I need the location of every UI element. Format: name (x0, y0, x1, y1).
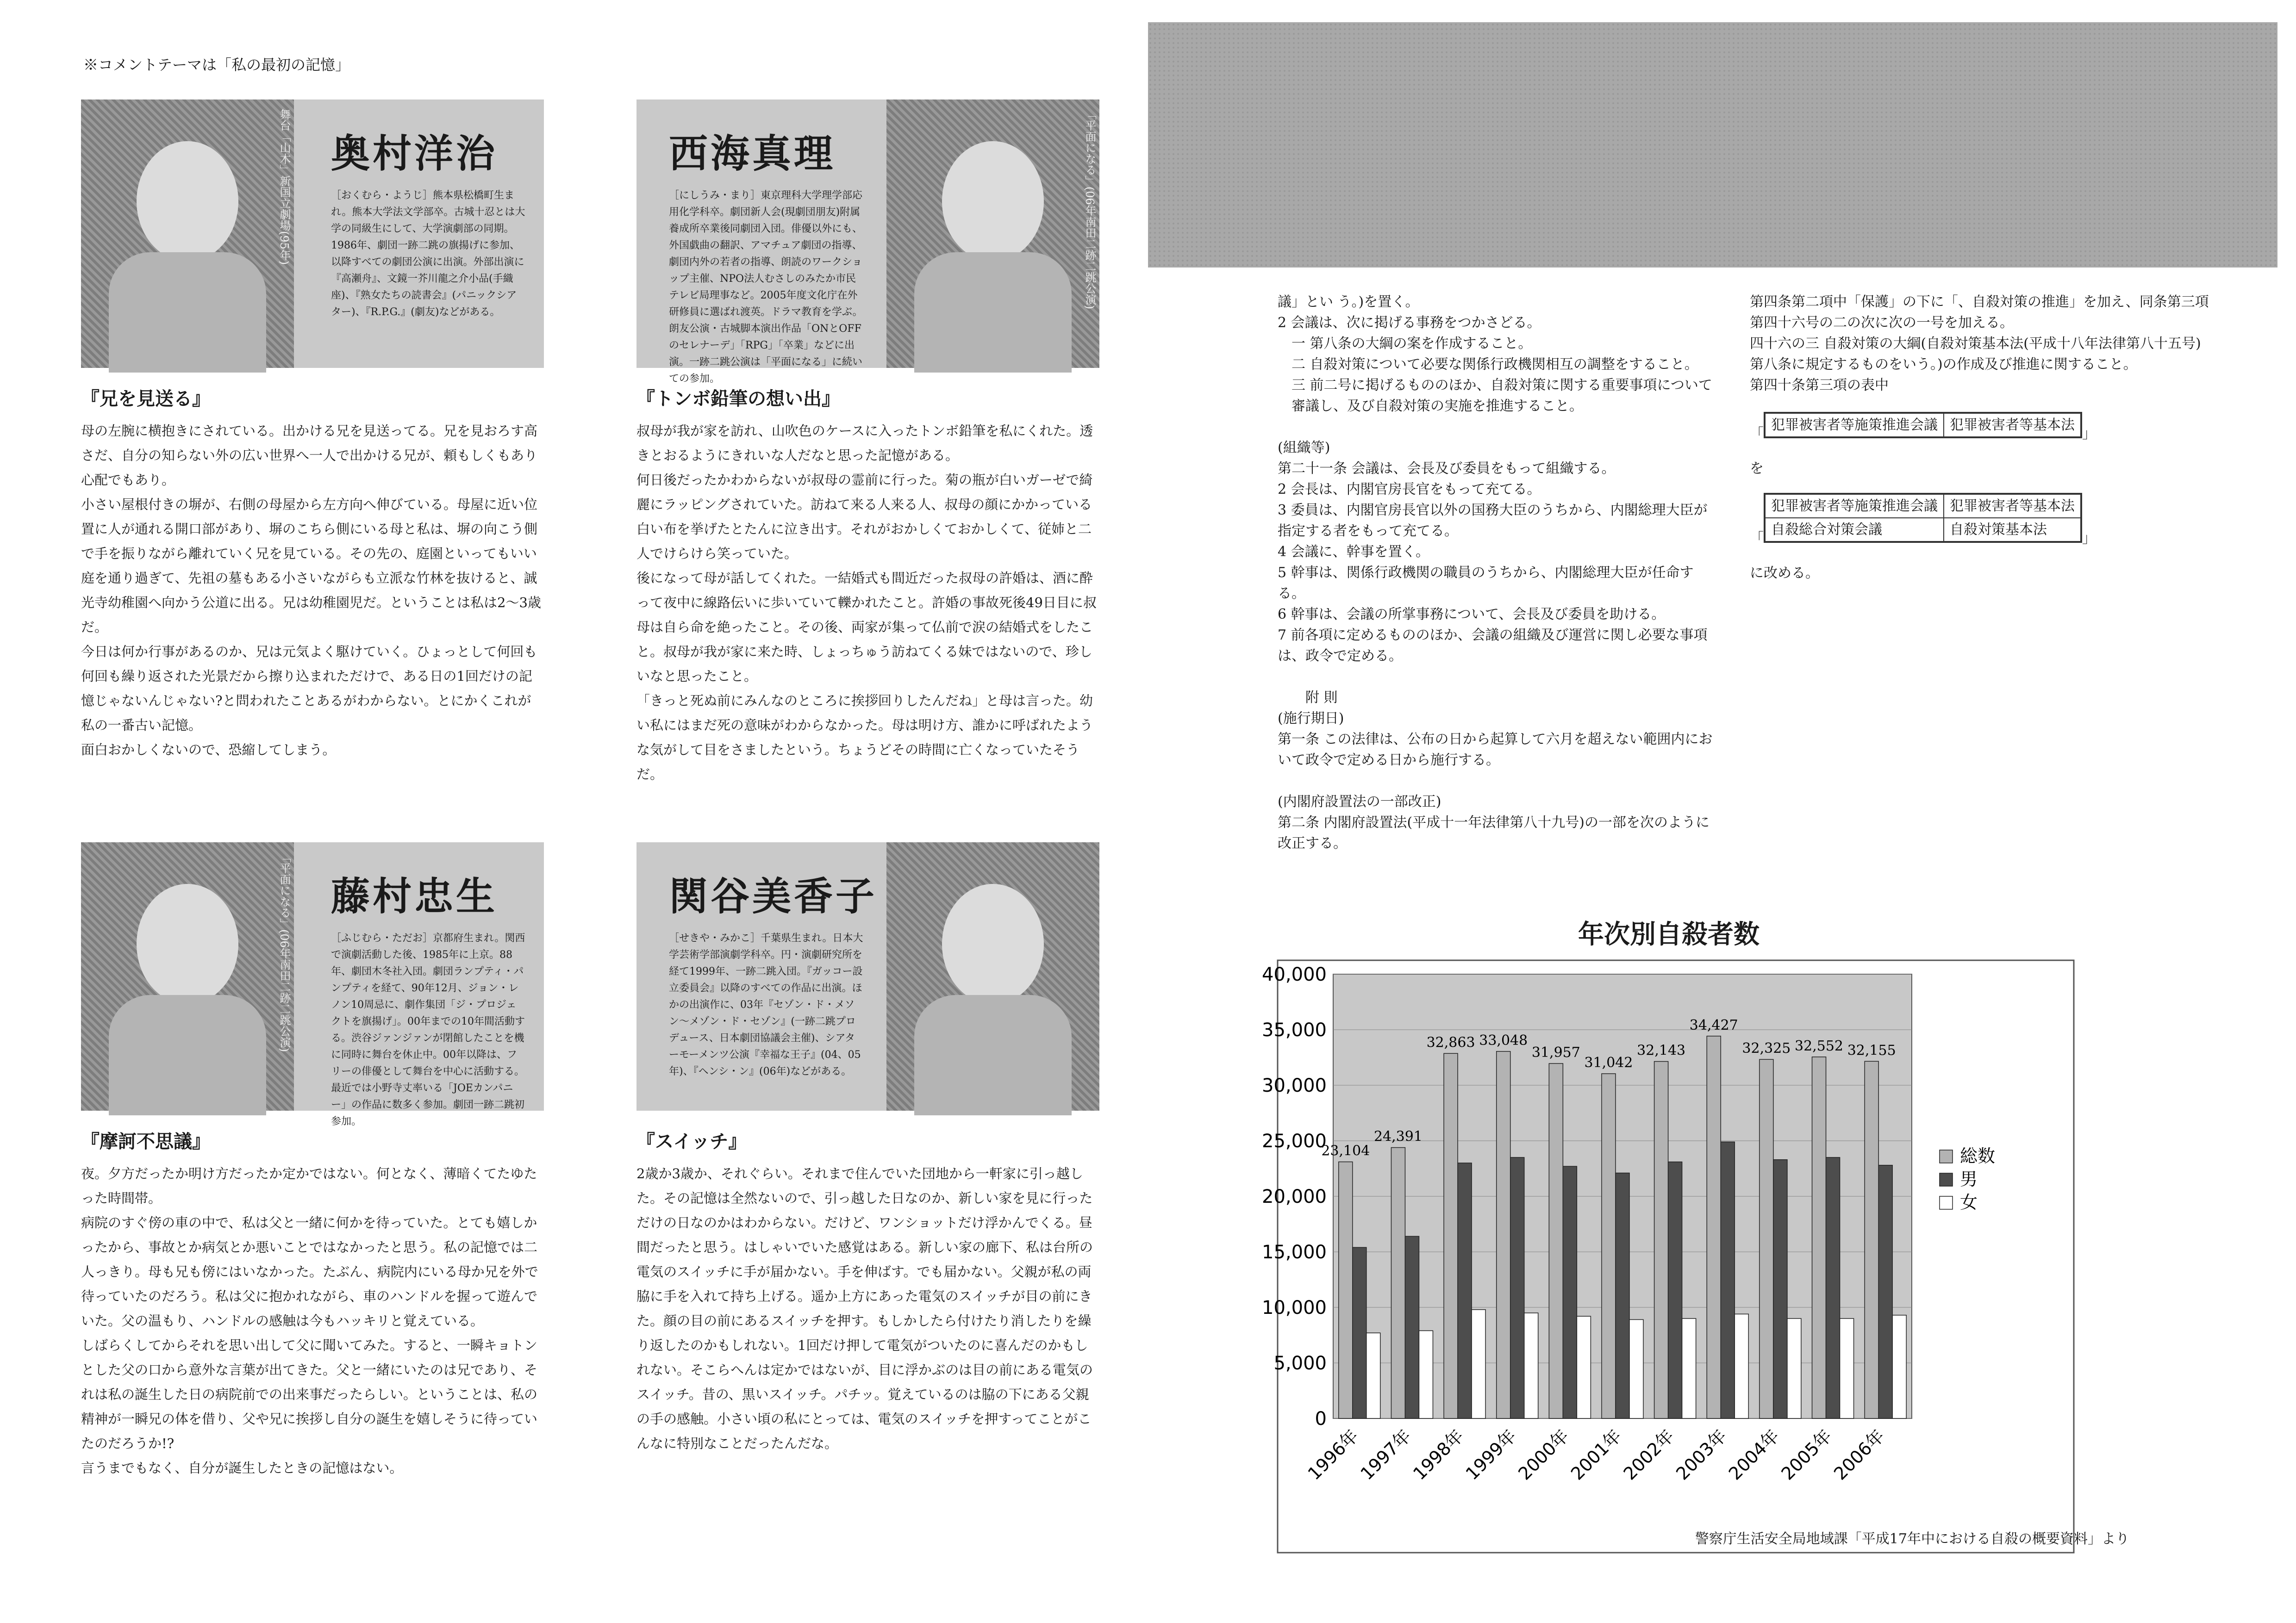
law-line: 附 則 (1305, 690, 1338, 706)
bar (1366, 1333, 1380, 1418)
bar (1865, 1061, 1878, 1418)
law-line: 二 自殺対策について必要な関係行政機関相互の調整をすること。 (1292, 356, 1698, 373)
law-line: 3 委員は、内閣官房長官以外の国務大臣のうちから、内閣総理大臣が指定する者をもって充てる。 (1278, 502, 1708, 539)
bar (1682, 1318, 1696, 1418)
y-tick-label: 20,000 (1262, 1186, 1327, 1207)
bar (1391, 1148, 1405, 1418)
legend-swatch (1940, 1173, 1953, 1186)
x-tick-label: 1996年 (1304, 1425, 1363, 1484)
photo-caption: 舞台「山木」新国立劇場(95年) (278, 109, 291, 265)
bar (1878, 1165, 1892, 1418)
data-label: 31,957 (1531, 1045, 1580, 1061)
profile-name: 関谷美香子 (669, 874, 878, 919)
bar (1629, 1319, 1643, 1418)
source-citation: 警察庁生活安全局地域課「平成17年中における自殺の概要資料」より (1695, 1531, 2129, 1547)
data-label: 24,391 (1373, 1128, 1423, 1145)
law-line (1278, 417, 1713, 437)
law-line: 6 幹事は、会議の所掌事務について、会長及び委員を助ける。 (1278, 606, 1666, 622)
bar (1563, 1166, 1577, 1418)
law-line: 第二条 内閣府設置法(平成十一年法律第八十九号)の一部を次のように改正する。 (1278, 815, 1710, 852)
portrait-photo (81, 99, 294, 368)
bar (1524, 1313, 1538, 1418)
profile-card-sekiya (636, 842, 1099, 1111)
data-label: 32,552 (1795, 1038, 1844, 1054)
bar (1707, 1036, 1721, 1418)
x-tick-label: 2000年 (1514, 1425, 1573, 1484)
bar (1734, 1314, 1748, 1418)
essay-heading: 『スイッチ』 (636, 1131, 747, 1152)
legend-swatch (1940, 1150, 1953, 1163)
profile-card-okumura (81, 99, 544, 368)
essay-heading: 『トンボ鉛筆の想い出』 (636, 388, 840, 410)
bar (1405, 1236, 1419, 1418)
bar (1419, 1331, 1433, 1418)
law-line: 7 前各項に定めるもののほか、会議の組織及び運営に関し必要な事項は、政令で定める。 (1278, 627, 1708, 664)
x-tick-label: 2002年 (1619, 1425, 1678, 1484)
profile-card-nishiumi (636, 99, 1099, 385)
bar (1549, 1063, 1563, 1418)
essay-body-nishiumi: 叔母が我が家を訪れ、山吹色のケースに入ったトンボ鉛筆を私にくれた。透きとおるようにきれいな人だなと思った記憶がある。 何日後だったかわからないが叔母の霊前に行った。菊の瓶が白いガーゼで綺麗にラッピングされていた。訪ねて来る人来る人、叔母の顔にかかっている白い布を挙げたとたんに泣き出す。それがおかしくておかしくて、従姉と二人でけらけら笑っていた。 後になって母が話してくれた。一結婚式も間近だった叔母の許婚は、酒に酔って夜中に線路伝いに歩いていて轢かれたこと。許婚の事故死後49日目に叔母は自ら命を絶ったこと。その後、両家が集って仏前で涙の結婚式をしたこと。叔母が我が家に来た時、しょっちゅう訪ねてくる妹ではないので、珍しいなと思ったこと。 「きっと死ぬ前にみんなのところに挨拶回りしたんだね」と母は言った。幼い私にはまだ死の意味がわからなかった。母は明け方、誰かに呼ばれたような気がして目をさましたという。ちょうどその時間に亡くなっていたそうだ。 (636, 423, 1097, 782)
bar (1654, 1062, 1668, 1418)
profile-bio: ［せきや・みかこ］千葉県生まれ。日本大学芸術学部演劇学科卒。円・演劇研究所を経て1999年、一跡二跳入団。『ガッコー設立委員会』以降のすべての作品に出演。ほかの出演作に、03年『セゾン・ド・メソン〜メゾン・ド・セゾン』(一跡二跳プロデュース、日本劇団協議会主催)、シアターモーメンツ公演『幸福な王子』(04、05年)、『ヘンシ・ン』(06年)などがある。 (669, 933, 863, 1077)
bar (1353, 1247, 1366, 1418)
law-line: (内閣府設置法の一部改正) (1278, 794, 1441, 810)
y-tick-label: 5,000 (1273, 1353, 1327, 1374)
bar (1721, 1142, 1734, 1418)
y-tick-label: 35,000 (1262, 1020, 1327, 1041)
essay-body-fujimura: 夜。夕方だったか明け方だったか定かではない。何となく、薄暗くてたゆたった時間帯。 病院のすぐ傍の車の中で、私は父と一緒に何かを待っていた。とても嬉しかったから、事故とか病気とか悪いことではなかったと思う。私の記憶では二人っきり。母も兄も傍にはいなかった。たぶん、病院内にいる母か兄を外で待っていたのだろう。私は父に抱かれながら、車のハンドルを握って遊んでいた。父の温もり、ハンドルの感触は今もハッキリと覚えている。 しばらくしてからそれを思い出して父に聞いてみた。すると、一瞬キョトンとした父の口から意外な言葉が出てきた。父と一緒にいたのは兄であり、それは私の誕生した日の病院前での出来事だったらしい。ということは、私の精神が一瞬兄の体を借り、父や兄に挨拶し自分の誕生を嬉しそうに待っていたのだろうか!? 言うまでもなく、自分が誕生したときの記憶はない。 (81, 1166, 538, 1476)
bar (1510, 1157, 1524, 1418)
bar (1472, 1310, 1485, 1418)
bar (1616, 1173, 1629, 1418)
essay-body-sekiya: 2歳か3歳か、それぐらい。それまで住んでいた団地から一軒家に引っ越した。その記憶は全然ないので、引っ越した日なのか、新しい家を見に行っただけの日なのかはわからない。だけど、ワンショットだけ浮かんでくる。昼間だったと思う。はしゃいでいた感覚はある。新しい家の廊下、私は台所の電気のスイッチに手が届かない。手を伸ばす。でも届かない。父親が私の両脇に手を入れて持ち上げる。遥か上方にあった電気のスイッチが目の前にきた。顔の目の前にあるスイッチを押す。もしかしたら付けたり消したりを繰り返したのかもしれない。1回だけ押して電気がついたのに喜んだのかもしれない。そこらへんは定かではないが、目に浮かぶのは目の前にある電気のスイッチ。昔の、黒いスイッチ。パチッ。覚えているのは脇の下にある父親の手の感触。小さい頃の私にとっては、電気のスイッチを押すってことがこんなに特別なことだったんだな。 (636, 1166, 1093, 1451)
profile-name: 奥村洋治 (331, 131, 498, 176)
bar (1339, 1162, 1353, 1418)
law-text-left (1278, 292, 1713, 854)
data-label: 32,155 (1847, 1042, 1896, 1059)
bar (1668, 1162, 1682, 1418)
y-tick-label: 10,000 (1262, 1297, 1327, 1318)
legend-label: 女 (1960, 1192, 1978, 1213)
table-before: 犯罪被害者等施策推進会議 犯罪被害者等基本法 (1764, 412, 2082, 438)
portrait-photo (81, 842, 294, 1111)
table-after: 犯罪被害者等施策推進会議 犯罪被害者等基本法 自殺総合対策会議 自殺対策基本法 (1764, 493, 2082, 543)
y-tick-label: 25,000 (1262, 1131, 1327, 1152)
law-line: 2 会議は、次に掲げる事務をつかさどる。 (1278, 315, 1541, 331)
law-line: (組織等) (1278, 440, 1330, 456)
bar (1892, 1315, 1906, 1418)
law-line (1278, 666, 1713, 687)
chart-title: 年次別自殺者数 (1578, 920, 1759, 950)
law-line: 三 前二号に掲げるもののほか、自殺対策に関する重要事項について審議し、及び自殺対策の実施を推進すること。 (1292, 377, 1712, 414)
law-line (1278, 771, 1713, 791)
law-line: 5 幹事は、関係行政機関の職員のうちから、内閣総理大臣が任命する。 (1278, 565, 1694, 602)
profile-bio: ［にしうみ・まり］東京理科大学理学部応用化学科卒。劇団新人会(現劇団朋友)附属養成所卒業後同劇団入団。俳優以外にも、外国戯曲の翻訳、アマチュア劇団の指導、劇団内外の若者の指導、朗読のワークショップ主催、NPO法人むさしのみたか市民テレビ局理事など。2005年度文化庁在外研修員に選ばれ渡英。ドラマ教育を学ぶ。朗友公演・古城脚本演出作品「ONとOFFのセレナーデ」「RPG」「卒業」などに出演。一跡二跳公演は「平面になる」に続いての参加。 (669, 190, 863, 385)
x-tick-label: 2004年 (1724, 1425, 1784, 1484)
bar (1826, 1157, 1840, 1418)
profile-card-fujimura (81, 842, 544, 1127)
y-tick-label: 0 (1315, 1408, 1327, 1430)
essay-heading: 『摩訶不思議』 (81, 1131, 211, 1152)
x-tick-label: 1999年 (1461, 1425, 1521, 1484)
law-text-right: 第四条第二項中「保護」の下に「、自殺対策の推進」を加え、同条第三項第四十六号の二の次に次の一号を加える。 四十六の三 自殺対策の大綱(自殺対策基本法(平成十八年法律第八十五号) 第八条に規定するものをいう。)の作成及び推進に関すること。 第四十条第三項の表中 「 犯罪被害者等施策推進会議 犯罪被害者等基本法 」 を 「 犯罪被害者等施策推進会議 犯罪被害者等基本法 自殺総合対策会議 自殺対策基本法 」 に改める。 (1750, 294, 2209, 581)
gray-banner (1148, 22, 2277, 267)
bar (1759, 1059, 1773, 1418)
law-line: 2 会長は、内閣官房長官をもって充てる。 (1278, 481, 1541, 497)
bar (1787, 1318, 1801, 1418)
law-line: 一 第八条の大綱の案を作成すること。 (1292, 336, 1532, 352)
law-line: (施行期日) (1278, 710, 1344, 727)
essay-body-okumura: 母の左腕に横抱きにされている。出かける兄を見送ってる。兄を見おろす高さだ、自分の知らない外の広い世界へ一人で出かける兄が、頼もしくもあり心配でもあり。 小さい屋根付きの塀が、右側の母屋から左方向へ伸びている。母屋に近い位置に人が通れる開口部があり、塀のこちら側にいる母と私は、塀の向こう側で手を振りながら離れていく兄を見ている。その先の、庭園といってもいい庭を通り過ぎて、先祖の墓もある小さいながらも立派な竹林を抜けると、誠光寺幼稚園へ向かう公道に出る。兄は幼稚園児だ。ということは私は2〜3歳だ。 今日は何か行事があるのか、兄は元気よく駆けていく。ひょっとして何回も何回も繰り返された光景だから擦り込まれただけで、ある日の1回だけの記憶じゃないんじゃない?と問われたことあるがわからない。とにかくこれが私の一番古い記憶。 面白おかしくないので、恐縮してしまう。 (81, 423, 541, 758)
profile-name: 西海真理 (669, 131, 836, 176)
data-label: 34,427 (1689, 1017, 1738, 1033)
legend-label: 総数 (1960, 1146, 1996, 1166)
y-tick-label: 30,000 (1262, 1075, 1327, 1096)
bar (1840, 1318, 1854, 1418)
legend-label: 男 (1960, 1169, 1978, 1189)
bar (1773, 1160, 1787, 1418)
profile-bio: ［おくむら・ようじ］熊本県松橋町生まれ。熊本大学法文学部卒。古城十忍とは大学の同級生にして、大学演劇部の同期。1986年、劇団一跡二跳の旗揚げに参加、以降すべての劇団公演に出演。外部出演に『高瀬舟』、文鏡一芥川龍之介小品(手織座)、『熟女たちの読書会』(パニックシアター)、『R.P.G.』(劇友)などがある。 (331, 190, 525, 318)
x-tick-label: 2001年 (1566, 1425, 1626, 1484)
bar (1444, 1053, 1458, 1418)
suicide-bar-chart (1262, 951, 2139, 1525)
data-label: 23,104 (1321, 1143, 1370, 1159)
essay-heading: 『兄を見送る』 (81, 388, 211, 410)
data-label: 32,863 (1426, 1034, 1475, 1051)
legend-swatch (1940, 1196, 1953, 1209)
law-line: 第二十一条 会議は、会長及び委員をもって組織する。 (1278, 460, 1616, 477)
photo-caption: 「平面になる」(06年南田二跡二跳公演) (278, 852, 291, 1052)
bar (1458, 1163, 1472, 1418)
law-line: 第一条 この法律は、公布の日から起算して六月を超えない範囲内において政令で定める日から施行する。 (1278, 731, 1713, 768)
x-tick-label: 2006年 (1830, 1425, 1889, 1484)
data-label: 33,048 (1479, 1032, 1528, 1049)
bar (1602, 1074, 1616, 1418)
photo-caption: 「平面になる」(06年南田二跡二跳公演) (1083, 109, 1096, 310)
data-label: 32,143 (1637, 1042, 1686, 1059)
comment-theme-note: ※コメントテーマは「私の最初の記憶」 (83, 56, 350, 74)
profile-name: 藤村忠生 (331, 874, 498, 919)
data-label: 32,325 (1742, 1040, 1791, 1057)
portrait-photo (886, 842, 1099, 1111)
law-line: 議」とい う。)を置く。 (1278, 294, 1419, 310)
x-tick-label: 1998年 (1409, 1425, 1468, 1484)
y-tick-label: 40,000 (1262, 964, 1327, 985)
x-tick-label: 1997年 (1356, 1425, 1415, 1484)
bar (1577, 1316, 1591, 1418)
bar (1812, 1057, 1826, 1418)
portrait-photo (886, 99, 1099, 368)
y-tick-label: 15,000 (1262, 1242, 1327, 1263)
x-tick-label: 2005年 (1777, 1425, 1836, 1484)
data-label: 31,042 (1584, 1054, 1633, 1071)
law-line: 4 会議に、幹事を置く。 (1278, 544, 1430, 560)
x-tick-label: 2003年 (1672, 1425, 1731, 1484)
bar (1497, 1051, 1510, 1418)
profile-bio: ［ふじむら・ただお］京都府生まれ。関西で演劇活動した後、1985年に上京。88年、劇団木冬社入団。劇団ランプティ・パンプティを経て、90年12月、ジョン・レノン10周忌に、劇作集団「ジ・プロジェクトを旗揚げ」。00年までの10年間活動する。渋谷ジァンジァンが閉館したことを機に同時に舞台を休止中。00年以降は、フリーの俳優として舞台を中心に活動する。最近では小野寺丈率いる「JOEカンパニー」の作品に数多く参加。劇団一跡二跳初参加。 (331, 933, 525, 1127)
